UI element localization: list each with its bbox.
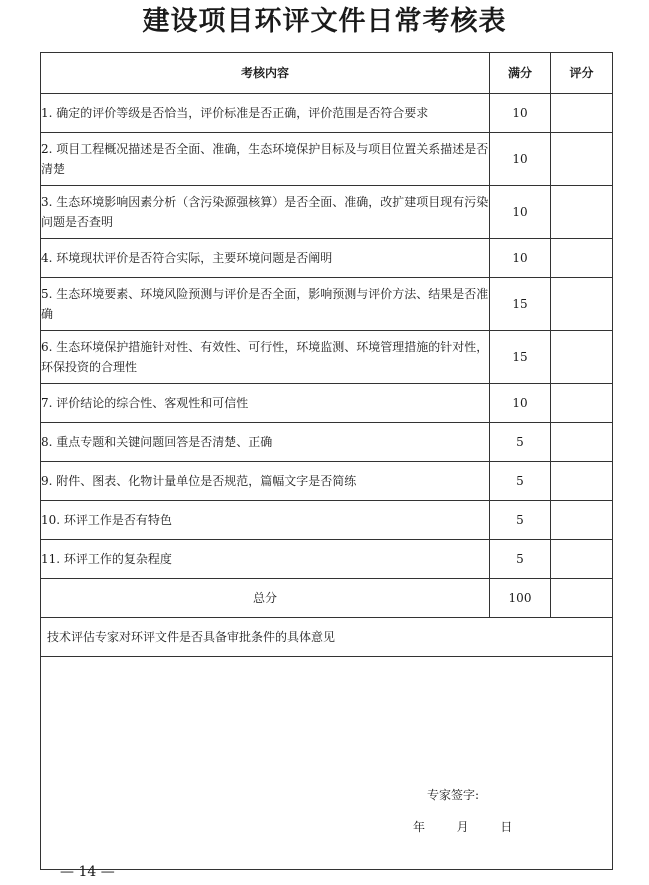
comment-label: 技术评估专家对环评文件是否具备审批条件的具体意见: [41, 618, 613, 657]
header-full-score: 满分: [490, 53, 551, 94]
header-rating: 评分: [551, 53, 613, 94]
signature-row: [41, 657, 613, 870]
table-row: [41, 186, 613, 239]
row-rating-cell[interactable]: [551, 331, 613, 384]
row-content: 11. 环评工作的复杂程度: [41, 540, 490, 579]
assessment-table: [40, 52, 613, 870]
comment-row: [41, 618, 613, 657]
page-number: — 14 —: [60, 864, 115, 880]
row-rating-cell[interactable]: [551, 423, 613, 462]
date-day: 日: [500, 820, 513, 834]
date-month: 月: [456, 820, 469, 834]
row-content: 4. 环境现状评价是否符合实际，主要环境问题是否阐明: [41, 239, 490, 278]
row-content: 7. 评价结论的综合性、客观性和可信性: [41, 384, 490, 423]
row-full-score: 5: [490, 501, 551, 540]
total-rating-cell[interactable]: [551, 579, 613, 618]
date-line: [413, 817, 512, 837]
row-full-score: 10: [490, 239, 551, 278]
row-content: 5. 生态环境要素、环境风险预测与评价是否全面，影响预测与评价方法、结果是否准确: [41, 278, 490, 331]
table-row: [41, 239, 613, 278]
total-label: 总分: [41, 579, 490, 618]
total-row: [41, 579, 613, 618]
row-full-score: 10: [490, 94, 551, 133]
table-row: [41, 94, 613, 133]
table-row: [41, 501, 613, 540]
header-row: [41, 53, 613, 94]
row-full-score: 15: [490, 278, 551, 331]
row-rating-cell[interactable]: [551, 239, 613, 278]
signature-label: 专家签字:: [427, 788, 480, 802]
row-rating-cell[interactable]: [551, 94, 613, 133]
row-rating-cell[interactable]: [551, 462, 613, 501]
row-content: 1. 确定的评价等级是否恰当，评价标准是否正确，评价范围是否符合要求: [41, 94, 490, 133]
row-rating-cell[interactable]: [551, 278, 613, 331]
row-rating-cell[interactable]: [551, 501, 613, 540]
row-full-score: 5: [490, 423, 551, 462]
opinion-area[interactable]: [41, 657, 613, 870]
header-content: 考核内容: [41, 53, 490, 94]
total-score: 100: [490, 579, 551, 618]
row-rating-cell[interactable]: [551, 540, 613, 579]
row-rating-cell[interactable]: [551, 186, 613, 239]
row-full-score: 10: [490, 133, 551, 186]
row-content: 10. 环评工作是否有特色: [41, 501, 490, 540]
row-content: 9. 附件、图表、化物计量单位是否规范，篇幅文字是否简练: [41, 462, 490, 501]
row-full-score: 10: [490, 186, 551, 239]
table-row: [41, 540, 613, 579]
form-title: 建设项目环评文件日常考核表: [142, 6, 507, 37]
table-row: [41, 384, 613, 423]
table-row: [41, 278, 613, 331]
table-row: [41, 462, 613, 501]
row-content: 2. 项目工程概况描述是否全面、准确，生态环境保护目标及与项目位置关系描述是否清楚: [41, 133, 490, 186]
row-full-score: 5: [490, 540, 551, 579]
date-year: 年: [413, 820, 426, 834]
row-content: 3. 生态环境影响因素分析（含污染源强核算）是否全面、准确，改扩建项目现有污染问题是否查明: [41, 186, 490, 239]
row-content: 6. 生态环境保护措施针对性、有效性、可行性，环境监测、环境管理措施的针对性，环保投资的合理性: [41, 331, 490, 384]
table-row: [41, 423, 613, 462]
row-full-score: 15: [490, 331, 551, 384]
row-rating-cell[interactable]: [551, 384, 613, 423]
table-row: [41, 133, 613, 186]
row-full-score: 5: [490, 462, 551, 501]
table-row: [41, 331, 613, 384]
row-content: 8. 重点专题和关键问题回答是否清楚、正确: [41, 423, 490, 462]
row-rating-cell[interactable]: [551, 133, 613, 186]
row-full-score: 10: [490, 384, 551, 423]
